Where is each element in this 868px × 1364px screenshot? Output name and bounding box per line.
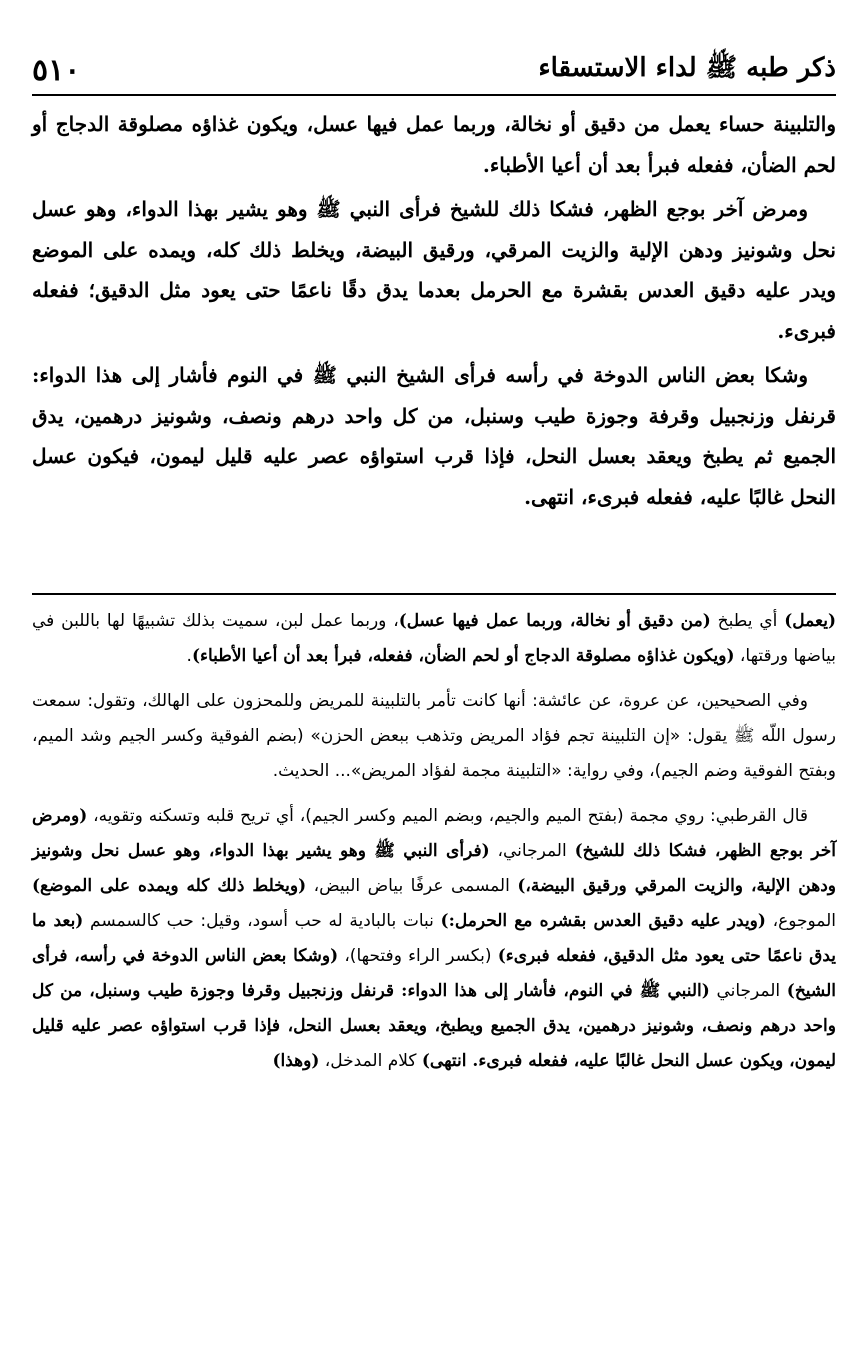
header-rule [32, 94, 836, 96]
quoted-text: (فرأى النبي ﷺ وهو يشير بهذا الدواء، وهو عسل نحل وشونيز ودهن الإلية، والزيت المرقي ورقيق البيضة،) [32, 841, 836, 896]
commentary-text: . [186, 646, 192, 666]
commentary-text: كلام المدخل، [319, 1051, 422, 1071]
quoted-text: (وشكا بعض الناس الدوخة في رأسه، فرأى الشيخ) [32, 946, 836, 1001]
main-paragraph: والتلبينة حساء يعمل من دقيق أو نخالة، وربما عمل فيها عسل، ويكون غذاؤه مصلوقة الدجاج أو لحم الضأن، ففعله فبرأ بعد أن أعيا الأطباء. [32, 112, 836, 177]
commentary-paragraph [32, 604, 836, 674]
commentary-text: أي يطبخ [710, 611, 785, 631]
quoted-text: (يعمل) [784, 611, 836, 631]
main-paragraph: وشكا بعض الناس الدوخة في رأسه فرأى الشيخ النبي ﷺ في النوم فأشار إلى هذا الدواء: قرنفل وزنجبيل وقرفة وجوزة طيب وسنبل، من كل واحد درهم ونصف، وشونيز درهمين، يدق الجميع ثم يطبخ ويعقد بعسل النحل، فإذا قرب استواؤه عصر عليه قليل ليمون، فيكون عسل النحل غالبًا عليه، ففعله فبرىء، انتهى. [32, 363, 836, 509]
commentary-text: نبات بالبادية له حب أسود، وقيل: حب كالسمسم [83, 911, 441, 931]
quoted-text: (النبي ﷺ في النوم، فأشار إلى هذا الدواء: قرنفل وزنجبيل وقرفا وجوزة طيب وسنبل، من كل واحد درهم ونصف، وشونيز درهمين، يدق الجميع ويطبخ، ويعقد بعسل النحل، فإذا قرب استواؤه عصر عليه قليل ليمون، ويكون عسل النحل غالبًا عليه، ففعله فبرىء. انتهى) [32, 981, 836, 1071]
commentary-text: المرجاني [709, 981, 787, 1001]
quoted-text: (ويدر عليه دقيق العدس بقشره مع الحرمل:) [440, 911, 766, 931]
commentary [32, 604, 836, 1079]
running-title: ذكر طبه ﷺ لداء الاستسقاء [538, 53, 836, 83]
quoted-text: (ويخلط ذلك كله ويمده على الموضع) [32, 876, 307, 896]
commentary-paragraph [32, 799, 836, 1079]
quoted-text: (ومرض آخر بوجع الظهر، فشكا ذلك للشيخ) [32, 806, 836, 861]
main-text [32, 104, 836, 517]
commentary-text: المرجاني، [489, 841, 575, 861]
commentary-divider [32, 593, 836, 595]
main-paragraph: ومرض آخر بوجع الظهر، فشكا ذلك للشيخ فرأى النبي ﷺ وهو يشير بهذا الدواء، وهو عسل نحل وشونيز ودهن الإلية والزيت المرقي، ورقيق البيضة، ويخلط ذلك كله، ويمده على الموضع ويدر عليه دقيق العدس بقشرة مع الحرمل بعدما يدق دقًا ناعمًا حتى يعود مثل الدقيق؛ ففعله فبرىء. [32, 197, 836, 343]
commentary-text: الموجوع، [765, 911, 837, 931]
quoted-text: (وهذا) [272, 1051, 320, 1071]
page-number: ٥١٠ [32, 52, 81, 88]
quoted-text: (من دقيق أو نخالة، وربما عمل فيها عسل) [398, 611, 711, 631]
commentary-text: المسمى عرفًا بياض البيض، [306, 876, 518, 896]
commentary-paragraph: وفي الصحيحين، عن عروة، عن عائشة: أنها كانت تأمر بالتلبينة للمريض وللمحزون على الهالك، وتقول: سمعت رسول اللّه ﷺ يقول: «إن التلبينة تجم فؤاد المريض وتذهب ببعض الحزن» (بضم الفوقية وكسر الجيم وشد الميم، وبفتح الفوقية وضم الجيم)، وفي رواية: «التلبينة مجمة لفؤاد المريض»... الحديث. [32, 691, 836, 781]
page-header [32, 50, 836, 90]
quoted-text: (بعد ما يدق ناعمًا حتى يعود مثل الدقيق، ففعله فبرىء) [32, 911, 836, 966]
quoted-text: (ويكون غذاؤه مصلوقة الدجاج أو لحم الضأن، ففعله، فبرأ بعد أن أعيا الأطباء) [191, 646, 735, 666]
commentary-text: قال القرطبي: روي مجمة (بفتح الميم والجيم، وبضم الميم وكسر الجيم)، أي تريح قلبه وتسكنه وتقويه، [87, 806, 808, 826]
commentary-text: (بكسر الراء وفتحها)، [338, 946, 498, 966]
commentary-text: ، وربما عمل لبن، سميت بذلك تشبيهًا لها باللبن في بياضها ورقتها، [32, 611, 836, 666]
